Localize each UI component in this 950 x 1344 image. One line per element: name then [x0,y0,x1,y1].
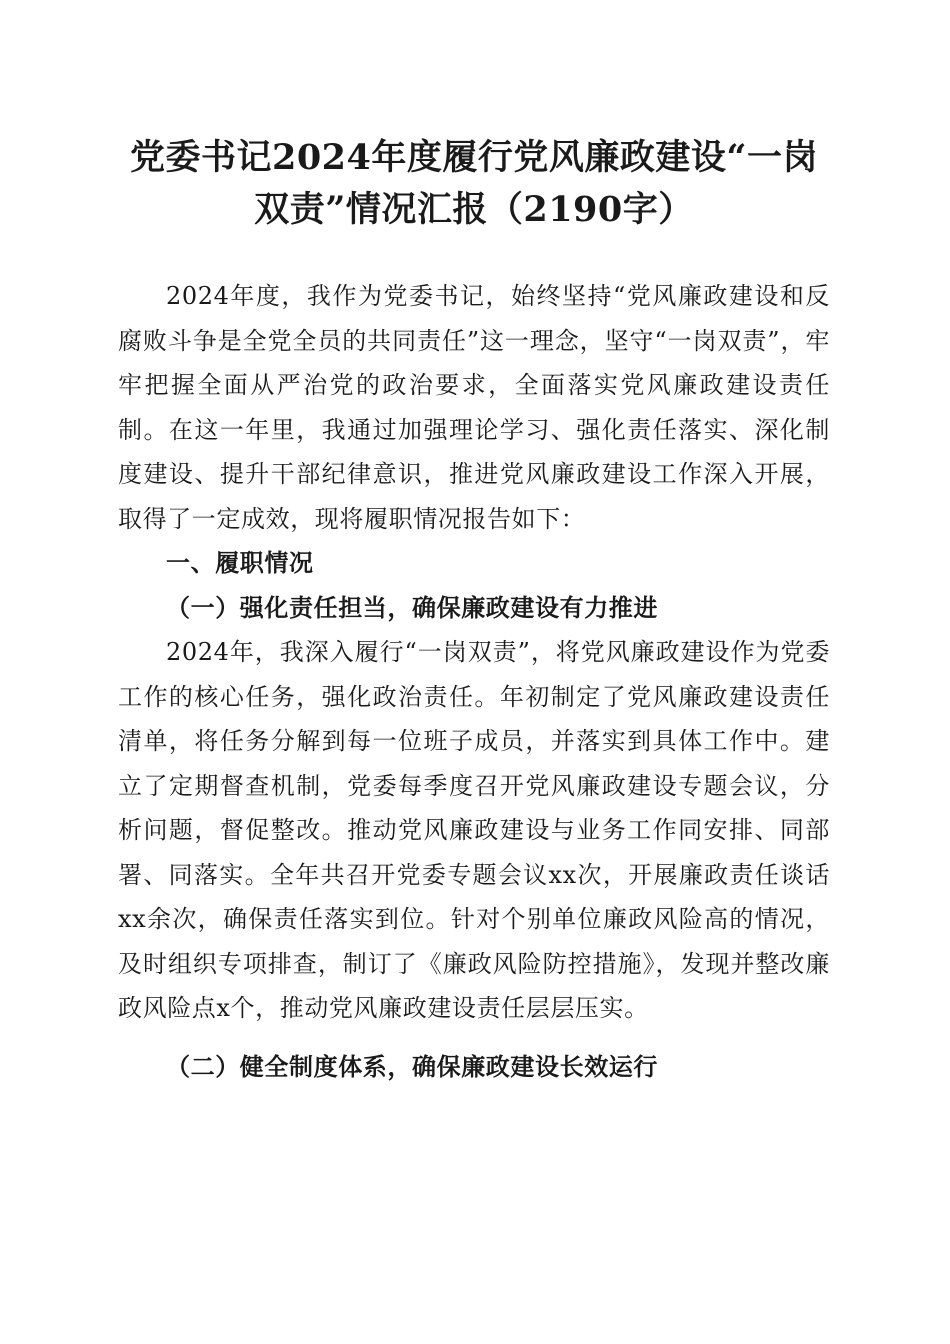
title-line-1: 党委书记2024年度履行党风廉政建设“一岗 [129,137,819,178]
document-body [118,274,830,1089]
title-line-2: 双责”情况汇报（2190字） [254,189,694,230]
document-title [118,132,830,236]
subsection-heading-2: （二）健全制度体系，确保廉政建设长效运行 [166,1051,658,1081]
intro-paragraph: 2024年度，我作为党委书记，始终坚持“党风廉政建设和反腐败斗争是全党全员的共同责任”这一理念，坚守“一岗双责”，牢牢把握全面从严治党的政治要求，全面落实党风廉政建设责任制。在这一年里，我通过加强理论学习、强化责任落实、深化制度建设、提升干部纪律意识，推进党风廉政建设工作深入开展，取得了一定成效，现将履职情况报告如下： [118,282,830,533]
subsection-heading-1: （一）强化责任担当，确保廉政建设有力推进 [166,592,658,622]
subsection-1-paragraph: 2024年，我深入履行“一岗双责”，将党风廉政建设作为党委工作的核心任务，强化政治责任。年初制定了党风廉政建设责任清单，将任务分解到每一位班子成员，并落实到具体工作中。建立了定期督查机制，党委每季度召开党风廉政建设专题会议，分析问题，督促整改。推动党风廉政建设与业务工作同安排、同部署、同落实。全年共召开党委专题会议xx次，开展廉政责任谈话xx余次，确保责任落实到位。针对个别单位廉政风险高的情况，及时组织专项排查，制订了《廉政风险防控措施》，发现并整改廉政风险点x个，推动党风廉政建设责任层层压实。 [118,638,830,1022]
spacer [118,1031,830,1045]
section-heading-1: 一、履职情况 [166,549,314,577]
